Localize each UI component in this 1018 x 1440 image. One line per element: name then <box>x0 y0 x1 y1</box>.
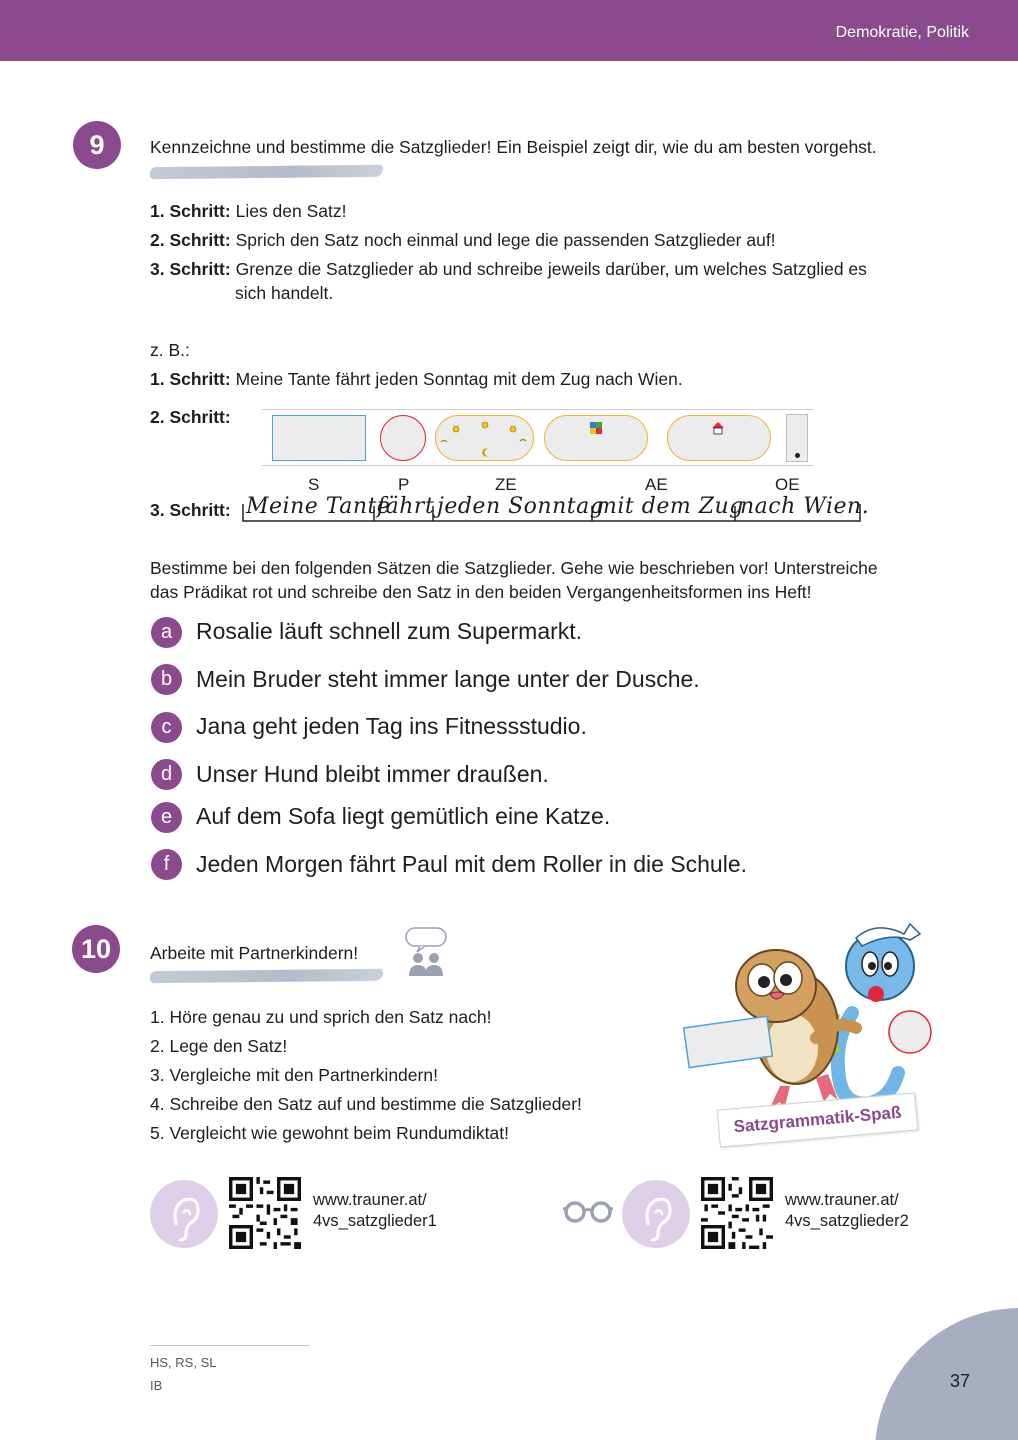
ear-badge-2 <box>622 1180 690 1248</box>
step-label: 3. Schritt: <box>150 259 231 279</box>
task10-step-2: 2. Lege den Satz! <box>150 1036 288 1056</box>
page-corner-decoration <box>875 1308 1018 1440</box>
item-sentence-d: Unser Hund bleibt immer draußen. <box>196 761 549 787</box>
item-letter-a: a <box>151 617 182 648</box>
item-letter-b: b <box>151 664 182 695</box>
footer-authors-1: HS, RS, SL <box>150 1355 217 1370</box>
example-step-2 <box>150 405 231 429</box>
step-label: 2. Schritt: <box>150 230 231 250</box>
url-line[interactable]: 4vs_satzglieder2 <box>785 1212 909 1230</box>
title-underline <box>150 165 383 179</box>
task10-step-4: 4. Schreibe den Satz auf und bestimme die Satzglieder! <box>150 1094 582 1114</box>
header-bar <box>0 0 1018 61</box>
step-text: Lies den Satz! <box>235 201 347 221</box>
task10-step-3: 3. Vergleiche mit den Partnerkindern! <box>150 1065 438 1085</box>
partner-talk-icon <box>404 926 448 978</box>
page-number: 37 <box>950 1371 971 1391</box>
item-sentence-b: Mein Bruder steht immer lange unter der Dusche. <box>196 666 700 692</box>
period-card <box>786 414 808 462</box>
qr-code-2[interactable] <box>701 1177 773 1249</box>
task10-step-1: 1. Höre genau zu und sprich den Satz nach! <box>150 1007 492 1027</box>
item-sentence-a: Rosalie läuft schnell zum Supermarkt. <box>196 618 583 644</box>
item-letter-c: c <box>151 712 182 743</box>
task10-title: Arbeite mit Partnerkindern! <box>150 943 359 963</box>
step-text: Sprich den Satz noch einmal und lege die passenden Satzglieder auf! <box>235 230 776 250</box>
handwriting-subject: Meine Tante <box>246 494 391 519</box>
clock-icons <box>436 416 535 462</box>
ear-icon <box>150 1180 218 1248</box>
abbr-direction: AE <box>645 475 668 494</box>
house-icon <box>668 416 772 462</box>
blocks-icon <box>545 416 649 462</box>
handwriting-time: jeden Sonntag <box>437 494 605 519</box>
task-number-9: 9 <box>73 121 121 169</box>
example-label: z. B.: <box>150 340 190 360</box>
ear-badge-1 <box>150 1180 218 1248</box>
link-url-2[interactable] <box>785 1190 909 1232</box>
step-2 <box>150 228 776 252</box>
example-step-1 <box>150 367 683 391</box>
instruction-line-2: das Prädikat rot und schreibe den Satz in den beiden Vergangenheitsformen ins Heft! <box>150 582 812 602</box>
item-sentence-e: Auf dem Sofa liegt gemütlich eine Katze. <box>196 803 611 829</box>
step-label: 1. Schritt: <box>150 201 231 221</box>
abbr-object: OE <box>775 475 800 494</box>
abbr-time: ZE <box>495 475 517 494</box>
footer-authors-2: IB <box>150 1378 163 1393</box>
task10-step-5: 5. Vergleicht wie gewohnt beim Rundumdiktat! <box>150 1123 509 1143</box>
step-label: 1. Schritt: <box>150 369 231 389</box>
item-sentence-c: Jana geht jeden Tag ins Fitnessstudio. <box>196 713 587 739</box>
chapter-title: Demokratie, Politik <box>835 24 969 41</box>
glasses-icon <box>563 1199 613 1225</box>
footer-rule <box>150 1345 310 1346</box>
example-step-3 <box>150 498 231 522</box>
url-line[interactable]: www.trauner.at/ <box>313 1191 427 1209</box>
mascot-badge: Satzgrammatik-Spaß <box>717 1092 919 1147</box>
place-card <box>544 415 648 461</box>
time-card <box>435 415 534 461</box>
step-3 <box>150 257 867 281</box>
step-text: Grenze die Satzglieder ab und schreibe jeweils darüber, um welches Satzglied es <box>235 259 867 279</box>
link-url-1[interactable] <box>313 1190 437 1232</box>
url-line[interactable]: www.trauner.at/ <box>785 1191 899 1209</box>
step-1 <box>150 199 347 223</box>
handwriting-direction: mit dem Zug <box>596 494 744 519</box>
handwriting-object: nach Wien. <box>740 494 870 519</box>
example-cards-row <box>262 409 814 466</box>
abbr-subject: S <box>308 475 320 494</box>
predicate-card <box>380 415 426 461</box>
item-letter-d: d <box>151 759 182 790</box>
period-dot <box>795 453 800 458</box>
step-text: Meine Tante fährt jeden Sonntag mit dem Zug nach Wien. <box>235 369 683 389</box>
title-underline <box>150 969 383 983</box>
ear-icon <box>622 1180 690 1248</box>
mascot-illustration <box>676 918 938 1114</box>
step-label: 3. Schritt: <box>150 500 231 520</box>
url-line[interactable]: 4vs_satzglieder1 <box>313 1212 437 1230</box>
item-letter-e: e <box>151 802 182 833</box>
handwriting-predicate: fährt <box>377 494 435 519</box>
step-3-continued: sich handelt. <box>235 283 334 303</box>
task-number-10: 10 <box>72 925 120 973</box>
item-sentence-f: Jeden Morgen fährt Paul mit dem Roller in die Schule. <box>196 851 748 877</box>
item-letter-f: f <box>151 849 182 880</box>
abbr-predicate: P <box>398 475 410 494</box>
qr-code-1[interactable] <box>229 1177 301 1249</box>
direction-card <box>667 415 771 461</box>
step-label: 2. Schritt: <box>150 407 231 427</box>
instruction-line-1: Bestimme bei den folgenden Sätzen die Satzglieder. Gehe wie beschrieben vor! Unterstreiche <box>150 558 878 578</box>
subject-card <box>272 415 366 461</box>
task9-title: Kennzeichne und bestimme die Satzglieder! Ein Beispiel zeigt dir, wie du am besten vorgehst. <box>150 137 877 157</box>
